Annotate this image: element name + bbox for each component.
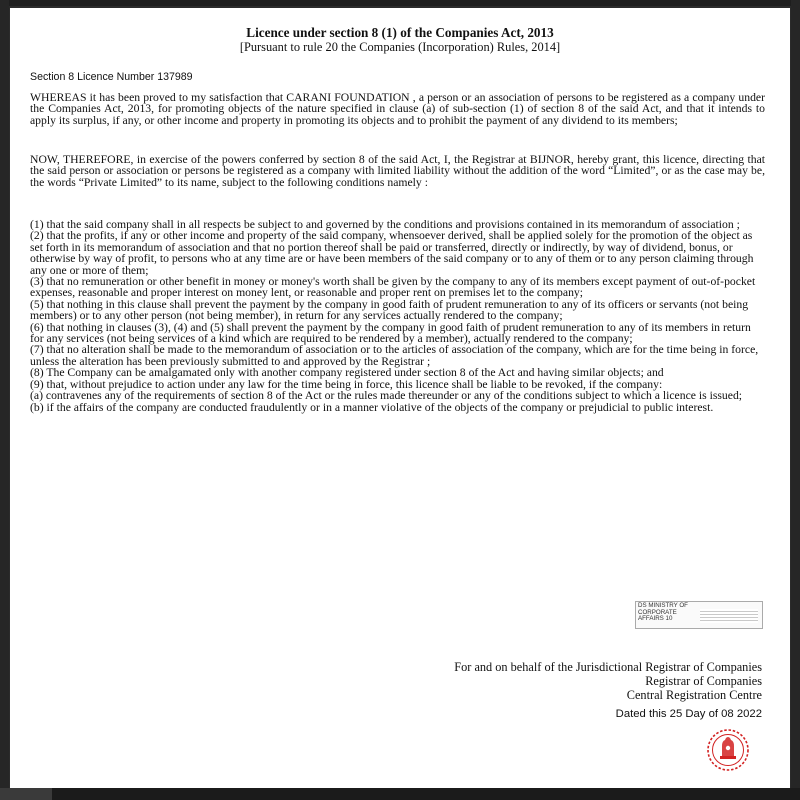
condition-item: (6) that nothing in clauses (3), (4) and (5) shall prevent the payment by the company in good faith of prudent remuneration to any of its members in return for any services (not being services of a kind which are required to be rendered by a member), actually rendered to the company;	[30, 320, 751, 346]
condition-item: (8) The Company can be amalgamated only with another company registered under section 8 of the Act and having similar objects; and	[30, 366, 664, 380]
horizontal-scrollbar[interactable]	[0, 788, 52, 800]
condition-item: (a) contravenes any of the requirements of section 8 of the Act or the rules made thereunder or any of the conditions subject to which a licence is issued;	[30, 389, 743, 403]
signature-line-3: Central Registration Centre	[626, 688, 762, 702]
conditions-list	[30, 219, 765, 413]
dated-line: Dated this 25 Day of 08 2022	[615, 708, 762, 720]
condition-item: (9) that, without prejudice to action under any law for the time being in force, this licence shall be liable to be revoked, if the company:	[30, 377, 663, 391]
condition-item: (7) that no alteration shall be made to the memorandum of association or to the articles of association of the company, which are for the time being in force, unless the alteration has been previously submitted to and approved by the Registrar ;	[30, 343, 759, 368]
whereas-paragraph: WHEREAS it has been proved to my satisfaction that CARANI FOUNDATION , a person or an association of persons to be registered as a company under the Companies Act, 2013, for promoting objects of the nature specified in clause (a) of sub-section (1) of section 8 of the said Act, and that it intends to apply its surplus, if any, or other income and property in promoting its objects and to prohibit the payment of any dividend to its members;	[30, 91, 765, 127]
condition-item: (b) if the affairs of the company are conducted fraudulently or in a manner violative of the objects of the company or prejudicial to public interest.	[30, 400, 714, 414]
viewer-top-bar	[0, 0, 800, 6]
viewer-left-edge	[0, 0, 9, 800]
viewer-right-edge	[791, 0, 800, 800]
national-emblem-seal-icon	[706, 728, 750, 772]
licence-number-label: Section 8 Licence Number	[30, 71, 155, 83]
condition-item: (2) that the profits, if any or other income and property of the said company, whensoever derived, shall be applied solely for the promotion of the object as set forth in its memorandum of association and that no portion thereof shall be paid or transferred, directly or indirectly, by way of dividend, bonus, or otherwise by way of profit, to persons who at any time are or have been members of the said company or to any of them or to any person claiming through any one or more of them;	[30, 229, 754, 277]
stamp-detail-lines	[700, 609, 758, 623]
signature-line-2: Registrar of Companies	[645, 674, 762, 688]
licence-number-line	[30, 71, 193, 83]
viewer-bottom-bar	[0, 788, 800, 800]
signature-line-1: For and on behalf of the Jurisdictional Registrar of Companies	[454, 660, 762, 674]
document-title: Licence under section 8 (1) of the Companies Act, 2013	[246, 25, 554, 40]
now-therefore-paragraph: NOW, THEREFORE, in exercise of the powers conferred by section 8 of the said Act, I, the Registrar at BIJNOR, hereby grant, this licence, directing that the said person or association or persons be registered as a company with limited liability without the addition of the word “Limited”, or as the case may be, the words “Private Limited” to its name, subject to the following conditions namely :	[30, 153, 765, 189]
document-subtitle: [Pursuant to rule 20 the Companies (Incorporation) Rules, 2014]	[239, 40, 561, 54]
licence-number-value: 137989	[157, 71, 193, 83]
condition-item: (5) that nothing in this clause shall prevent the payment by the company in good faith of prudent remuneration to any of its officers or servants (not being members) or to any other person (not being member), in return for any services actually rendered to the company;	[30, 297, 749, 323]
document-page	[10, 8, 790, 788]
stamp-text: DS MINISTRY OF CORPORATE AFFAIRS 10	[638, 602, 688, 623]
condition-item: (3) that no remuneration or other benefit in money or money's worth shall be given by the company to any of its members except payment of out-of-pocket expenses, reasonable and proper interest on money lent, or reasonable and proper rent on premises let to the company;	[30, 275, 756, 300]
condition-item: (1) that the said company shall in all respects be subject to and governed by the conditions and provisions contained in its memorandum of association ;	[30, 218, 740, 231]
digital-signature-stamp	[635, 601, 763, 629]
